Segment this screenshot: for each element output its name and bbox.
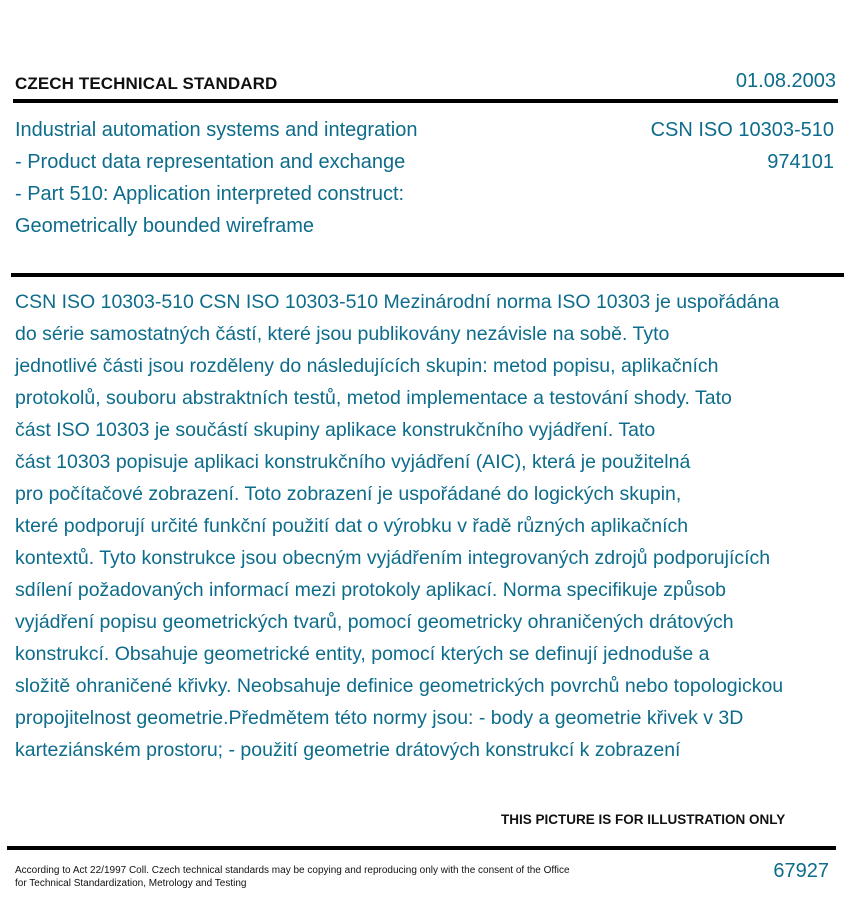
standard-title (15, 114, 417, 242)
illustration-note: THIS PICTURE IS FOR ILLUSTRATION ONLY (501, 812, 786, 827)
title-line: - Product data representation and exchange (15, 151, 406, 173)
abstract-line: do série samostatných částí, které jsou publikovány nezávisle na sobě. Tyto (15, 323, 670, 345)
header-label: CZECH TECHNICAL STANDARD (15, 74, 278, 93)
abstract-line: jednotlivé části jsou rozděleny do následujících skupin: metod popisu, aplikačních (15, 355, 719, 377)
abstract-line: konstrukcí. Obsahuje geometrické entity, pomocí kterých se definují jednoduše a (15, 643, 710, 665)
abstract-line: CSN ISO 10303-510 CSN ISO 10303-510 Mezinárodní norma ISO 10303 je uspořádána (15, 291, 780, 313)
abstract-line: vyjádření popisu geometrických tvarů, pomocí geometricky ohraničených drátových (15, 611, 734, 633)
catalog-number: 974101 (767, 151, 834, 173)
title-line: Geometrically bounded wireframe (15, 215, 315, 237)
abstract-line: pro počítačové zobrazení. Toto zobrazení je uspořádané do logických skupin, (15, 483, 682, 505)
abstract-line: propojitelnost geometrie.Předmětem této normy jsou: - body a geometrie křivek v 3D (15, 707, 744, 729)
abstract-line: sdílení požadovaných informací mezi protokoly aplikací. Norma specifikuje způsob (15, 579, 727, 601)
legal-line: for Technical Standardization, Metrology and Testing (15, 878, 247, 889)
title-line: - Part 510: Application interpreted construct: (15, 183, 405, 205)
title-rule (11, 273, 844, 277)
abstract-line: část 10303 popisuje aplikaci konstrukčního vyjádření (AIC), která je použitelná (15, 451, 691, 473)
abstract-text (15, 286, 865, 766)
legal-line: According to Act 22/1997 Coll. Czech technical standards may be copying and reproducing only with the consent of the Office (15, 865, 570, 876)
standard-codes (651, 114, 834, 178)
legal-notice (15, 864, 570, 890)
abstract-line: které podporují určité funkční použití dat o výrobku v řadě různých aplikačních (15, 515, 689, 537)
abstract-line: protokolů, souboru abstraktních testů, metod implementace a testování shody. Tato (15, 387, 732, 409)
publication-date: 01.08.2003 (735, 70, 836, 92)
title-line: Industrial automation systems and integration (15, 119, 418, 141)
standard-code: CSN ISO 10303-510 (650, 119, 834, 141)
abstract-line: karteziánském prostoru; - použití geometrie drátových konstrukcí k zobrazení (15, 739, 681, 761)
document-id: 67927 (773, 860, 829, 882)
footer-rule (7, 846, 836, 850)
abstract-line: část ISO 10303 je součástí skupiny aplikace konstrukčního vyjádření. Tato (15, 419, 656, 441)
abstract-line: složitě ohraničené křivky. Neobsahuje definice geometrických povrchů nebo topologickou (15, 675, 784, 697)
abstract-line: kontextů. Tyto konstrukce jsou obecným vyjádřením integrovaných zdrojů podporujících (15, 547, 771, 569)
header-rule (13, 99, 838, 103)
